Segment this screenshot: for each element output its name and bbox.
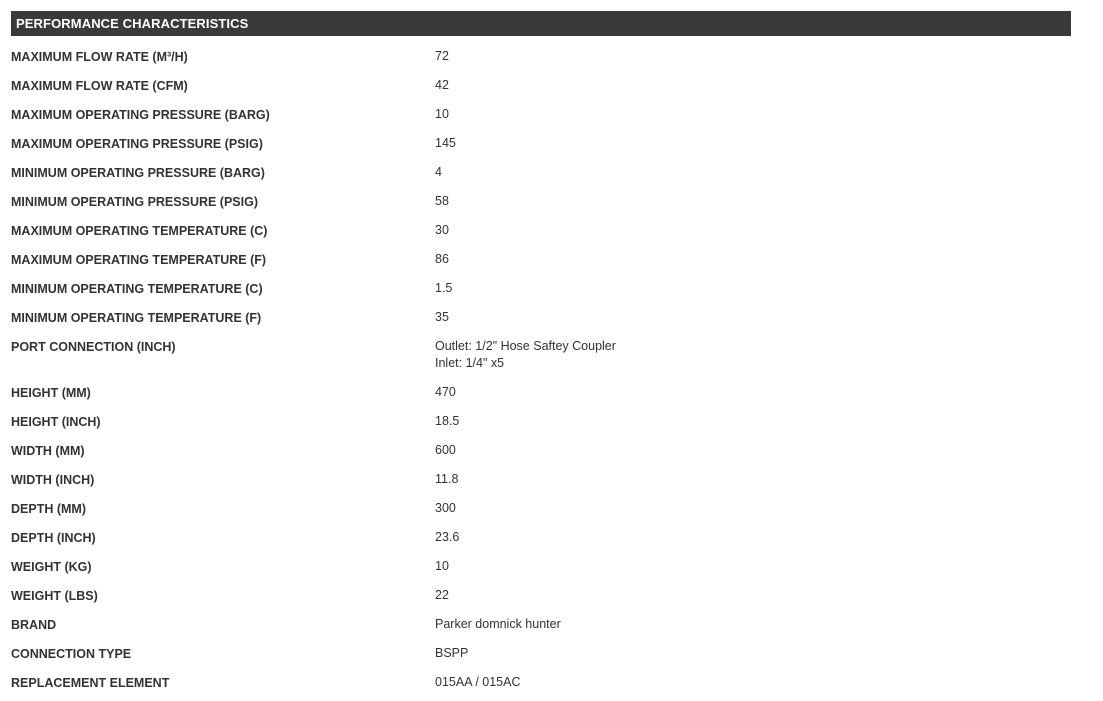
spec-row-replacement-element: [11, 672, 1071, 701]
spec-value: 30: [435, 223, 449, 237]
spec-label: MINIMUM OPERATING TEMPERATURE (C): [11, 282, 263, 296]
spec-label: MAXIMUM OPERATING PRESSURE (BARG): [11, 108, 270, 122]
spec-value: 58: [435, 194, 449, 208]
spec-label: BRAND: [11, 618, 57, 632]
spec-row-max-pressure-barg: [11, 104, 1071, 133]
section-header: [11, 11, 1071, 36]
section-title: PERFORMANCE CHARACTERISTICS: [16, 16, 249, 31]
spec-row-min-temp-c: [11, 278, 1071, 307]
spec-value: 600: [435, 443, 456, 457]
spec-value: 1.5: [435, 281, 453, 295]
spec-label: DEPTH (INCH): [11, 531, 96, 545]
spec-row-width-mm: [11, 440, 1071, 469]
spec-value: 18.5: [435, 414, 460, 428]
spec-row-connection-type: [11, 643, 1071, 672]
spec-value: 145: [435, 136, 456, 150]
spec-label: MAXIMUM OPERATING TEMPERATURE (C): [11, 224, 268, 238]
spec-label: MAXIMUM FLOW RATE (CFM): [11, 79, 188, 93]
spec-row-depth-mm: [11, 498, 1071, 527]
spec-value: 42: [435, 78, 449, 92]
spec-label: MINIMUM OPERATING TEMPERATURE (F): [11, 311, 262, 325]
spec-value: 4: [435, 165, 442, 179]
spec-label: MINIMUM OPERATING PRESSURE (BARG): [11, 166, 265, 180]
spec-label: HEIGHT (INCH): [11, 415, 101, 429]
spec-value: 22: [435, 588, 449, 602]
spec-label: HEIGHT (MM): [11, 386, 91, 400]
spec-row-max-pressure-psig: [11, 133, 1071, 162]
spec-row-max-flow-cfm: [11, 75, 1071, 104]
spec-value: 23.6: [435, 530, 460, 544]
spec-value-line: Inlet: 1/4" x5: [435, 356, 505, 370]
spec-table: [11, 46, 1071, 701]
spec-row-port-connection: [11, 336, 1071, 382]
spec-value: Parker domnick hunter: [435, 617, 561, 631]
spec-value: 11.8: [435, 472, 459, 486]
spec-value: [435, 336, 616, 372]
spec-label: WIDTH (MM): [11, 444, 85, 458]
spec-row-weight-lbs: [11, 585, 1071, 614]
spec-label: WEIGHT (LBS): [11, 589, 98, 603]
spec-row-min-pressure-barg: [11, 162, 1071, 191]
spec-row-weight-kg: [11, 556, 1071, 585]
spec-value: 72: [435, 49, 449, 63]
spec-row-max-temp-c: [11, 220, 1071, 249]
spec-row-depth-inch: [11, 527, 1071, 556]
spec-label: MINIMUM OPERATING PRESSURE (PSIG): [11, 195, 259, 209]
spec-label: MAXIMUM FLOW RATE (M³/H): [11, 50, 188, 64]
spec-row-min-temp-f: [11, 307, 1071, 336]
spec-row-brand: [11, 614, 1071, 643]
spec-row-max-flow-m3h: [11, 46, 1071, 75]
spec-value: 470: [435, 385, 456, 399]
spec-value: 35: [435, 310, 449, 324]
spec-label: PORT CONNECTION (INCH): [11, 340, 176, 354]
spec-row-height-inch: [11, 411, 1071, 440]
spec-row-min-pressure-psig: [11, 191, 1071, 220]
spec-label: MAXIMUM OPERATING TEMPERATURE (F): [11, 253, 267, 267]
spec-row-width-inch: [11, 469, 1071, 498]
spec-value: 015AA / 015AC: [435, 675, 521, 689]
spec-label: REPLACEMENT ELEMENT: [11, 676, 170, 690]
spec-value-line: Outlet: 1/2" Hose Saftey Coupler: [435, 339, 616, 353]
spec-row-height-mm: [11, 382, 1071, 411]
spec-label: DEPTH (MM): [11, 502, 86, 516]
spec-label: CONNECTION TYPE: [11, 647, 132, 661]
spec-value: 10: [435, 107, 449, 121]
spec-value: 300: [435, 501, 456, 515]
spec-label: WEIGHT (KG): [11, 560, 92, 574]
spec-value: 86: [435, 252, 449, 266]
spec-value: BSPP: [435, 646, 469, 660]
spec-value: 10: [435, 559, 449, 573]
spec-label: MAXIMUM OPERATING PRESSURE (PSIG): [11, 137, 263, 151]
spec-row-max-temp-f: [11, 249, 1071, 278]
spec-label: WIDTH (INCH): [11, 473, 95, 487]
